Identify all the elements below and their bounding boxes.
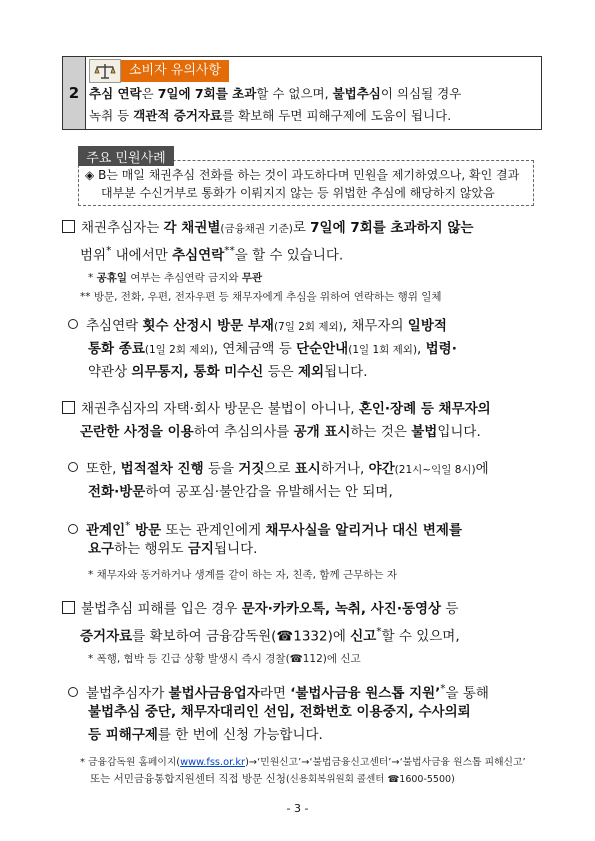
- para-3-line-2: 증거자료를 확보하여 금융감독원(☎1332)에 신고*할 수 있으며,: [80, 626, 460, 645]
- square-bullet-icon: [62, 220, 75, 233]
- para-3-sub-line-3: 등 피해구제를 한 번에 신청 가능합니다.: [88, 727, 323, 743]
- section-box: [62, 56, 542, 130]
- fss-link[interactable]: www.fss.or.kr: [180, 757, 246, 768]
- section-title: 소비자 유의사항: [121, 60, 229, 82]
- para-2-line-2: 곤란한 사정을 이용하여 추심의사를 공개 표시하는 것은 불법입니다.: [80, 424, 481, 440]
- para-1-line-1: 채권추심자는 각 채권별(금융채권 기준)로 7일에 7회를 초과하지 않는: [62, 218, 473, 239]
- case-line-2: 대부분 수신거부로 통화가 이뤄지지 않는 등 위법한 추심에 해당하지 않았음: [101, 186, 495, 200]
- square-bullet-icon: [62, 601, 75, 614]
- para-2-sub1-line-2: 전화·방문하여 공포심·불안감을 유발해서는 안 되며,: [88, 484, 393, 500]
- section-line-1: 추심 연락은 7일에 7회를 초과할 수 없으며, 불법추심이 의심될 경우: [89, 86, 462, 101]
- para-2-sub2-line-1: 관계인* 방문 또는 관계인에게 채무사실을 알리거나 대신 변제를: [68, 516, 462, 541]
- case-box: [78, 160, 534, 206]
- circle-bullet-icon: [68, 687, 78, 697]
- para-1-sub-line-2: 통화 종료(1일 2회 제외), 연체금액 등 단순안내(1일 1회 제외), 법령·: [88, 341, 457, 357]
- note-1: * 공휴일 여부는 추심연락 금지와 무관: [88, 272, 263, 284]
- para-1-line-2: 범위* 내에서만 추심연락**을 할 수 있습니다.: [80, 245, 344, 264]
- para-3-sub-line-1: 불법추심자가 불법사금융업자라면 ‘불법사금융 원스톱 지원’*을 통해: [68, 679, 489, 704]
- circle-bullet-icon: [68, 462, 78, 472]
- section-title-wrap: [89, 59, 229, 83]
- para-2-sub2-line-2: 요구하는 행위도 금지됩니다.: [88, 541, 258, 557]
- note-5-line-1: * 금융감독원 홈페이지(www.fss.or.kr)→‘민원신고’→‘불법금융신고센터’→‘불법사금융 원스톱 피해신고’: [80, 757, 526, 768]
- para-2-line-1: 채권추심자의 자택·회사 방문은 불법이 아니나, 혼인·장례 등 채무자의: [62, 399, 491, 419]
- note-5-line-2: 또는 서민금융통합지원센터 직접 방문 신청(신용회복위원회 콜센터 ☎1600-5500): [90, 773, 455, 785]
- para-3-line-1: 불법추심 피해를 입은 경우 문자·카카오톡, 녹취, 사진·동영상 등: [62, 599, 458, 619]
- note-3: * 채무자와 동거하거나 생계를 같이 하는 자, 친족, 함께 근무하는 자: [88, 569, 398, 581]
- para-2-sub1-line-1: 또한, 법적절차 진행 등을 거짓으로 표시하거나, 야간(21시~익일 8시)에: [68, 459, 489, 480]
- section-number: 2: [63, 57, 86, 129]
- case-line-1: ◈ B는 매일 채권추심 전화를 하는 것이 과도하다며 민원을 제기하였으나, 확인 결과: [85, 168, 520, 182]
- note-4: * 폭행, 협박 등 긴급 상황 발생시 즉시 경찰(☎112)에 신고: [88, 653, 361, 665]
- page-number: - 3 -: [286, 802, 309, 815]
- square-bullet-icon: [62, 401, 75, 414]
- scale-icon: [89, 59, 121, 83]
- para-1-sub-line-3: 약관상 의무통지, 통화 미수신 등은 제외됩니다.: [88, 364, 368, 380]
- case-tab: 주요 민원사례: [78, 146, 174, 166]
- section-line-2: 녹취 등 객관적 증거자료를 확보해 두면 피해구제에 도움이 됩니다.: [89, 108, 452, 123]
- circle-bullet-icon: [68, 524, 78, 534]
- note-2: ** 방문, 전화, 우편, 전자우편 등 채무자에게 추심을 위하여 연락하는 행위 일체: [80, 291, 442, 303]
- circle-bullet-icon: [68, 319, 78, 329]
- para-3-sub-line-2: 불법추심 중단, 채무자대리인 선임, 전화번호 이용중지, 수사의뢰: [88, 704, 471, 720]
- para-1-sub-line-1: 추심연락 횟수 산정시 방문 부재(7일 2회 제외), 채무자의 일방적: [68, 316, 447, 337]
